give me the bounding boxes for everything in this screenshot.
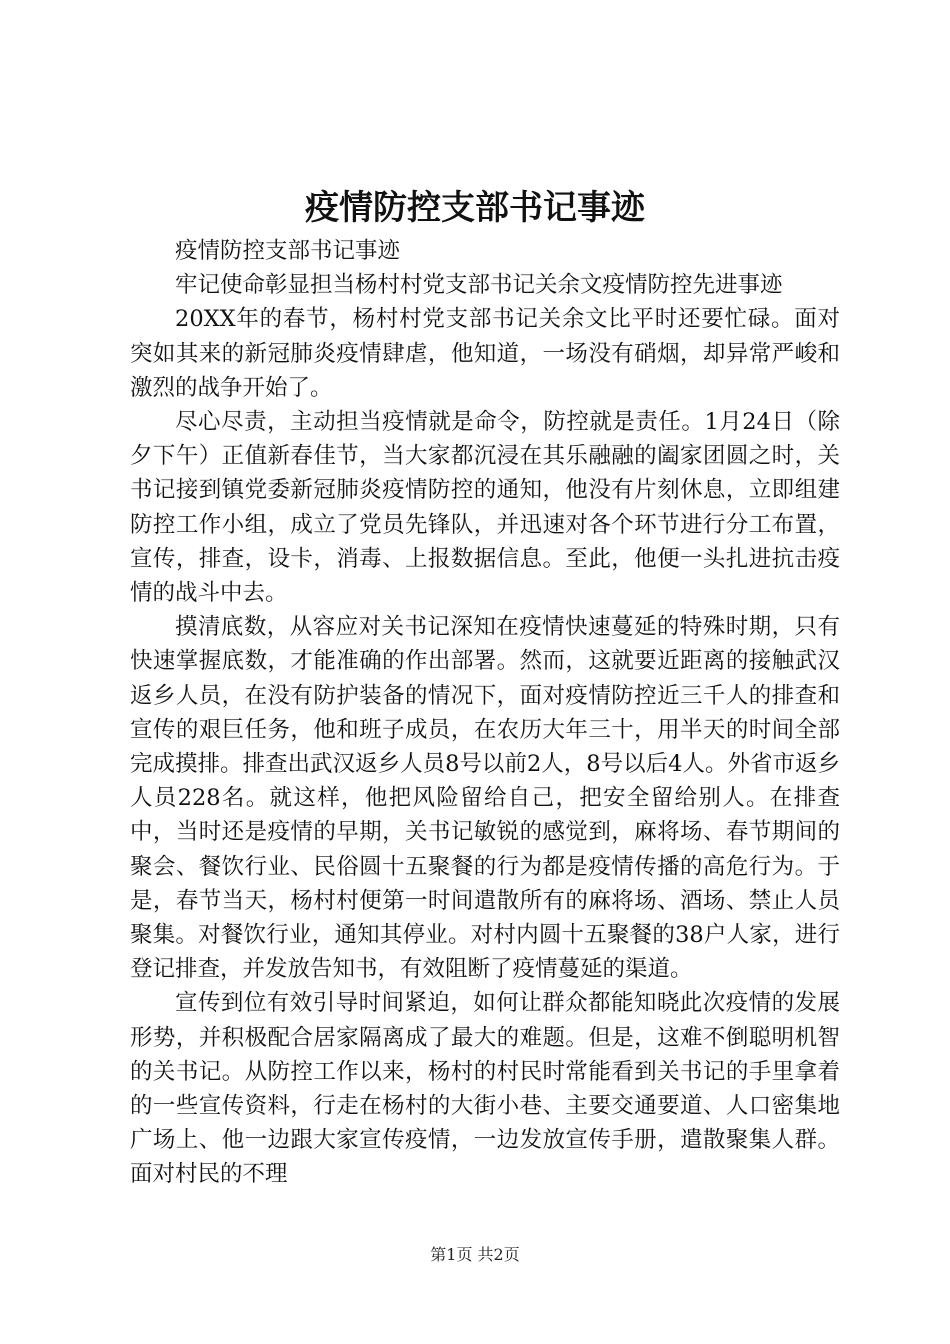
document-title: 疫情防控支部书记事迹 bbox=[305, 188, 645, 228]
paragraph-publicity: 宣传到位有效引导时间紧迫，如何让群众都能知晓此次疫情的发展形势，并积极配合居家隔离成了最大的难题。但是，这难不倒聪明机智的关书记。从防控工作以来，杨村的村民时常能看到关书记的手里拿着的一些宣传资料，行走在杨村的大街小巷、主要交通要道、人口密集地广场上、他一边跟大家宣传疫情，一边发放宣传手册，遣散聚集人群。面对村民的不理 bbox=[130, 990, 840, 1188]
paragraph-subtitle: 牢记使命彰显担当杨村村党支部书记关余文疫情防控先进事迹 bbox=[175, 272, 783, 299]
paragraph-investigation: 摸清底数，从容应对关书记深知在疫情快速蔓延的特殊时期，只有快速掌握底数，才能准确的作出部署。然而，这就要近距离的接触武汉返乡人员，在没有防护装备的情况下，面对疫情防控近三千人的排查和宣传的艰巨任务，他和班子成员，在农历大年三十，用半天的时间全部完成摸排。排查出武汉返乡人员8号以前2人，8号以后4人。外省市返乡人员228名。就这样，他把风险留给自己，把安全留给别人。在排查中，当时还是疫情的早期，关书记敏锐的感觉到，麻将场、春节期间的聚会、餐饮行业、民俗圆十五聚餐的行为都是疫情传播的高危行为。于是，春节当天，杨村村便第一时间遣散所有的麻将场、酒场、禁止人员聚集。对餐饮行业，通知其停业。对村内圆十五聚餐的38户人家，进行登记排查，并发放告知书，有效阻断了疫情蔓延的渠道。 bbox=[130, 614, 840, 983]
paragraph-heading-repeat: 疫情防控支部书记事迹 bbox=[175, 238, 401, 264]
page-number-footer: 第1页 共2页 bbox=[430, 1245, 520, 1264]
paragraph-intro: 20XX年的春节，杨村村党支部书记关余文比平时还要忙碌。面对突如其来的新冠肺炎疫情肆虐，他知道，一场没有硝烟，却异常严峻和激烈的战争开始了。 bbox=[130, 306, 840, 401]
document-body bbox=[130, 234, 840, 1192]
paragraph-responsibility: 尽心尽责，主动担当疫情就是命令，防控就是责任。1月24日（除夕下午）正值新春佳节，当大家都沉浸在其乐融融的阖家团圆之时，关书记接到镇党委新冠肺炎疫情防控的通知，他没有片刻休息，立即组建防控工作小组，成立了党员先锋队，并迅速对各个环节进行分工布置，宣传，排查，设卡，消毒、上报数据信息。至此，他便一头扎进抗击疫情的战斗中去。 bbox=[130, 409, 840, 607]
